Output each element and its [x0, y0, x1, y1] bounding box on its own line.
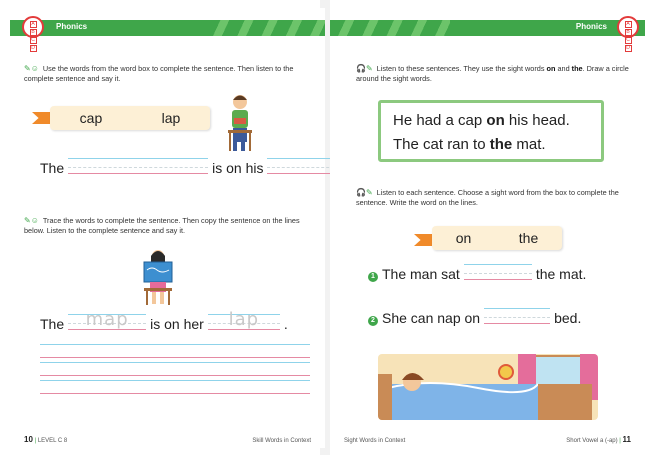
- sentence-part: the mat.: [535, 266, 587, 282]
- sentence-word: is on her: [150, 316, 204, 332]
- sight-word[interactable]: the: [489, 136, 513, 153]
- answer-blank[interactable]: [267, 158, 339, 176]
- trace-blank[interactable]: [68, 309, 146, 332]
- logo-letter: A: [31, 20, 35, 27]
- right-page: [330, 8, 645, 448]
- instruction-text: Listen to these sentences. They use the sight words: [376, 64, 547, 73]
- exercise-1-instruction: [24, 64, 314, 84]
- sight-word[interactable]: on: [486, 112, 505, 129]
- writing-line[interactable]: [40, 380, 310, 394]
- question-number-badge: 2: [368, 316, 378, 326]
- instruction-text: . Draw a circle around the sight words.: [356, 64, 629, 83]
- exercise-1-instruction: [356, 64, 636, 84]
- girl-napping-illustration: [378, 354, 598, 420]
- instruction-text: Use the words from the word box to complete the sentence. Then listen to the complete sentence and say it.: [24, 64, 294, 83]
- trace-word: map: [85, 309, 129, 330]
- left-page: [10, 8, 325, 448]
- logo-letter: D: [626, 44, 630, 51]
- left-footer: [24, 435, 67, 444]
- logo-letter: B: [626, 28, 630, 35]
- sentence-period: .: [283, 316, 288, 332]
- word-box-word: cap: [79, 110, 103, 126]
- writing-line[interactable]: [40, 362, 310, 376]
- exercise-2-instruction: [24, 216, 314, 236]
- question-number-badge: 1: [368, 272, 378, 282]
- sight-word: on: [546, 64, 556, 73]
- trace-word: lap: [228, 309, 260, 330]
- pencil-speech-icon: ✎☺: [24, 216, 39, 225]
- sentence-word: The: [40, 160, 65, 176]
- left-footer-section: [252, 438, 311, 444]
- footer-section: Sight Words in Context: [344, 438, 406, 444]
- trace-blank[interactable]: [208, 309, 280, 332]
- sentence-line: [393, 133, 589, 157]
- answer-blank[interactable]: [68, 158, 208, 176]
- sentence-part: She can nap on: [382, 310, 481, 326]
- sentence-part: bed.: [554, 310, 582, 326]
- pencil-speech-icon: ✎☺: [24, 64, 39, 73]
- header-bar: [330, 20, 645, 36]
- header-stripes: [205, 20, 325, 36]
- instruction-text: and: [555, 64, 572, 73]
- footer-level: LEVEL C 8: [37, 438, 68, 444]
- exercise-2-sentence: [40, 309, 288, 332]
- headphones-pencil-icon: 🎧✎: [356, 188, 373, 197]
- abcd-logo-icon: [617, 16, 639, 51]
- copy-writing-lines[interactable]: [40, 344, 310, 398]
- sentence-part: The cat ran to: [393, 136, 490, 153]
- word-box: [432, 226, 562, 250]
- header-stripes: [330, 20, 450, 36]
- logo-letter: C: [31, 36, 35, 43]
- logo-letter: A: [626, 20, 630, 27]
- exercise-2-instruction: [356, 188, 636, 208]
- exercise-1-sentence: [40, 158, 347, 176]
- right-footer: [566, 435, 631, 444]
- question-2: [368, 308, 581, 326]
- answer-blank[interactable]: [484, 308, 550, 326]
- logo-letter: B: [31, 28, 35, 35]
- writing-line[interactable]: [40, 344, 310, 358]
- page-number: 10: [24, 435, 33, 444]
- boy-reading-illustration: [222, 92, 258, 154]
- sentence-part: The man sat: [382, 266, 460, 282]
- footer-topic: Short Vowel a (-ap): [566, 438, 618, 444]
- footer-divider: |: [34, 438, 37, 444]
- instruction-text: Listen to each sentence. Choose a sight word from the box to complete the sentence. Write the word on the lines.: [356, 188, 619, 207]
- girl-with-map-illustration: [138, 248, 178, 306]
- header-title: Phonics: [575, 22, 607, 31]
- sentence-part: his head.: [504, 112, 570, 129]
- page-number: 11: [622, 435, 631, 444]
- header-bar: [10, 20, 325, 36]
- sentence-part: mat.: [512, 136, 546, 153]
- sentence-part: He had a cap: [393, 112, 487, 129]
- word-box: [50, 106, 210, 130]
- logo-letter: C: [626, 36, 630, 43]
- right-footer-section: [344, 438, 405, 444]
- sight-word-sentences-box: [378, 100, 604, 162]
- headphones-pencil-icon: 🎧✎: [356, 64, 373, 73]
- question-1: [368, 264, 586, 282]
- footer-divider: |: [619, 438, 621, 444]
- footer-section: Skill Words in Context: [252, 438, 311, 444]
- word-box-word: the: [518, 230, 539, 246]
- answer-blank[interactable]: [464, 264, 532, 282]
- sentence-word: is on his: [212, 160, 264, 176]
- abcd-logo-icon: [22, 16, 44, 51]
- word-box-word: lap: [161, 110, 181, 126]
- instruction-text: Trace the words to complete the sentence. Then copy the sentence on the lines below. Listen to the complete sentence and say it.: [24, 216, 300, 235]
- logo-letter: D: [31, 44, 35, 51]
- sight-word: the: [571, 64, 583, 73]
- sentence-word: The: [40, 316, 65, 332]
- word-box-word: on: [455, 230, 472, 246]
- sentence-line: [393, 109, 589, 133]
- header-title: Phonics: [56, 22, 88, 31]
